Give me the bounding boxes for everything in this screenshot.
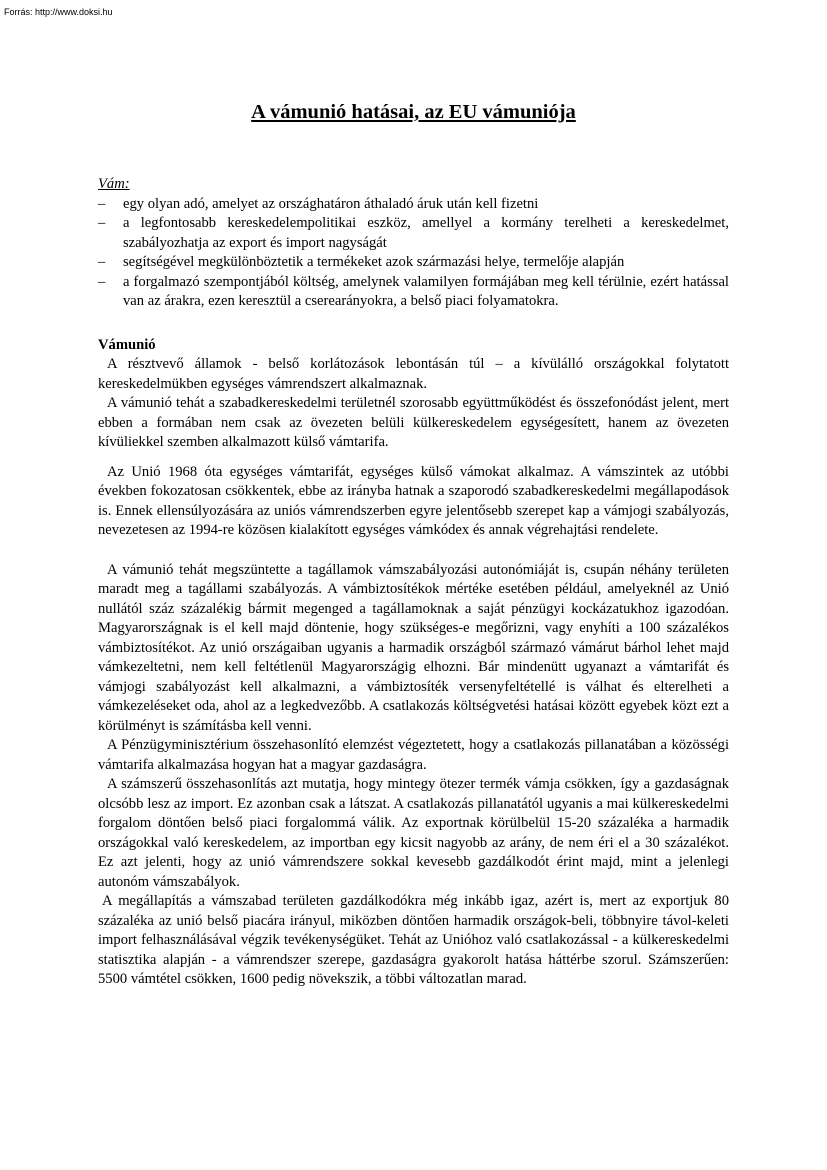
vam-list	[98, 195, 729, 312]
page-title: A vámunió hatásai, az EU vámuniója	[251, 101, 576, 123]
document-body	[98, 175, 729, 990]
paragraph: A számszerű összehasonlítás azt mutatja, hogy mintegy ötezer termék vámja csökken, így a gazdaságnak olcsóbb lesz az import. Ez azonban csak a látszat. A csatlakozás pillanatától ugyanis a mai külkereskedelmi forgalom döntően belső piaci forgalommá válik. Az exportnak körülbelül 15-20 százaléka a harmadik országokkal való kereskedelem, az importban egy kicsit nagyobb az arány, de nem éri el a 30 százalékot. Ez azt jelenti, hogy az unió vámrendszere sokkal kevesebb gazdálkodót érint majd, mint a jelenlegi autonóm vámszabályok.	[98, 776, 729, 890]
paragraph: A vámunió tehát megszüntette a tagállamok vámszabályozási autonómiáját is, csupán néhány területen maradt meg a tagállami szabályozás. A vámbiztosítékok mértéke esetében például, amelyeknél az Unió nullától száz százalékig bármit megenged a tagállamoknak a saját pénzügyi kockázatukhoz igazodóan. Magyarországnak is el kell majd döntenie, hogy szükséges-e megőrizni, vagy enyhíti a 100 százalékos vámbiztosítékot. Az unió országaiban ugyanis a harmadik országból származó vámárut bárhol lehet majd vámkezeltetni, nem kell feltétlenül Magyarországig elhozni. Bár mindenütt ugyanazt a vámtarifát és vámjogi szabályozást kell alkalmazni, a vámbiztosíték versenyfeltétellé is válhat és elterelheti a vámkezeléseket oda, ahol az a legkedvezőbb. A csatlakozás költségvetési hatásai között egyebek közt ezt a körülményt is számításba kell venni.	[98, 561, 729, 734]
vam-list-item: – a legfontosabb kereskedelempolitikai eszköz, amellyel a kormány terelheti a kereskedelmet, szabályozhatja az export és import nagyságát	[98, 214, 729, 253]
paragraph: A vámunió tehát a szabadkereskedelmi területnél szorosabb együttműködést és összefonódást jelent, mert ebben a formában nem csak az övezeten belüli külkereskedelem egységesített, hanem az övezeten kívüliekkel szemben alkalmazott külső vámtarifa.	[98, 395, 729, 450]
vam-list-item: – egy olyan adó, amelyet az országhatáron áthaladó áruk után kell fizetni	[98, 195, 729, 215]
paragraph: A megállapítás a vámszabad területen gazdálkodókra még inkább igaz, azért is, mert az exportjuk 80 százaléka az unió belső piacára irányul, miközben döntően harmadik országok-beli, többnyire távol-keleti import felhasználásával végzik tevékenységüket. Tehát az Unióhoz való csatlakozással - a külkereskedelmi statisztika alapján - a vámrendszer szerepe, gazdaságra gyakorolt hatása háttérbe szorul. Számszerűen: 5500 vámtétel csökken, 1600 pedig növekszik, a többi változatlan marad.	[98, 893, 729, 987]
vamunio-heading: Vámunió	[98, 336, 156, 353]
vam-list-item: – a forgalmazó szempontjából költség, amelynek valamilyen formájában meg kell térülnie, ezért hatással van az árakra, ezen keresztül a cserearányokra, a belső piaci folyamatokra.	[98, 273, 729, 312]
paragraph: A résztvevő államok - belső korlátozások lebontásán túl – a kívülálló országokkal folytatott kereskedelmükben egységes vámrendszert alkalmaznak.	[98, 356, 729, 392]
paragraph: Az Unió 1968 óta egységes vámtarifát, egységes külső vámokat alkalmaz. A vámszintek az utóbbi években fokozatosan csökkentek, ebbe az irányba hatnak a szaporodó szabadkereskedelmi megállapodások is. Ennek ellensúlyozására az uniós vámrendszerben egyre jelentősebb szerepet kap a vámjogi szabályozás, nevezetesen az 1994-re közösen kialakított egységes vámkódex és annak végrehajtási rendelete.	[98, 463, 729, 538]
vam-list-item: – segítségével megkülönböztetik a termékeket azok származási helye, termelője alapján	[98, 253, 729, 273]
source-url: Forrás: http://www.doksi.hu	[4, 7, 113, 17]
paragraph: A Pénzügyminisztérium összehasonlító elemzést végeztetett, hogy a csatlakozás pillanatában a közösségi vámtarifa alkalmazása hogyan hat a magyar gazdaságra.	[98, 737, 729, 773]
vam-heading: Vám:	[98, 176, 130, 192]
